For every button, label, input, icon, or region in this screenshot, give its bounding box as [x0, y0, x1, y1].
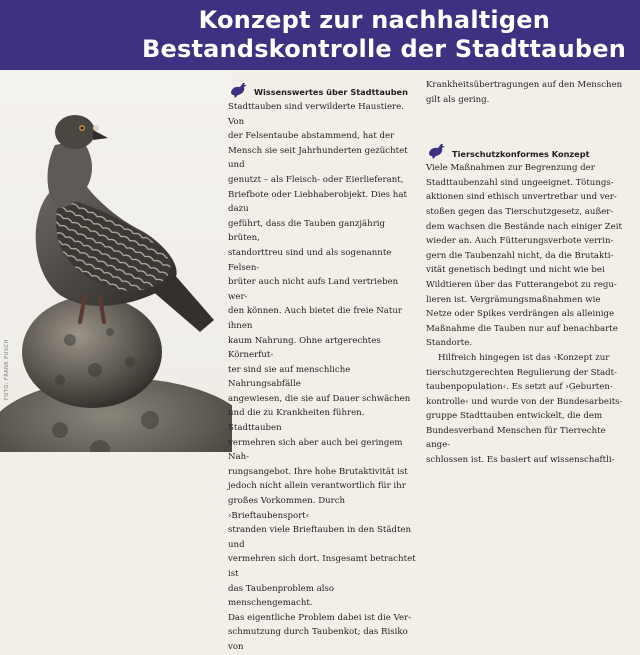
section-heading-tierschutz — [426, 139, 626, 161]
text-line: tierschutzgerechten Regulierung der Stadt- — [426, 367, 617, 378]
section-heading-label: Tierschutzkonformes Konzept — [452, 148, 590, 159]
text-line: stoßen gegen das Tierschutzgesetz, außer- — [426, 206, 614, 217]
text-line: vermehren sich aber auch bei geringem Nah- — [228, 437, 403, 463]
text-line: Mensch sie seit Jahrhunderten gezüchtet und — [228, 145, 408, 171]
text-line: Stadttauben sind verwilderte Haustiere. Von — [228, 102, 404, 127]
pigeon-icon — [228, 80, 250, 100]
page-title — [142, 6, 626, 64]
text-line: lieren ist. Vergrämungsmaßnahmen wie — [426, 294, 601, 305]
text-line: aktionen sind ethisch unvertretbar und ver- — [426, 192, 617, 203]
text-line: brüter auch nicht aufs Land vertrieben wer- — [228, 277, 399, 302]
text-line: taubenpopulation‹. Es setzt auf ›Geburten- — [426, 382, 613, 393]
text-line: gruppe Stadttauben entwickelt, die dem — [426, 411, 603, 422]
text-line: das Taubenproblem also menschengemacht. — [228, 583, 335, 609]
text-line: Wildtieren über das Futterangebot zu regu- — [426, 279, 617, 290]
text-line: kontrolle‹ und wurde von der Bundesarbeits- — [426, 396, 623, 407]
text-line: Maßnahme die Tauben nur auf benachbarte — [426, 323, 618, 334]
text-column-1 — [228, 78, 418, 655]
section-heading-wissenswertes — [228, 78, 418, 100]
text-line: jedoch nicht allein verantwortlich für ihr — [228, 481, 406, 492]
text-line: Hilfreich hingegen ist das ›Konzept zur — [438, 352, 610, 363]
text-line: stranden viele Brieftauben in den Städten und — [228, 525, 412, 550]
text-line: und die zu Krankheiten führen. Stadttauben — [228, 408, 365, 434]
text-line: Briefbote oder Liebhaberobjekt. Dies hat dazu — [228, 189, 407, 215]
pigeon-icon — [426, 141, 448, 161]
section-heading-label: Wissenswertes über Stadttauben — [254, 87, 408, 98]
text-line: vermehren sich dort. Insgesamt betrachtet ist — [228, 554, 416, 579]
pigeon-photo — [0, 70, 232, 452]
text-line: Viele Maßnahmen zur Begrenzung der — [426, 163, 595, 174]
text-line: Netze oder Spikes verdrängen als alleinige — [426, 309, 615, 320]
text-column-2 — [426, 78, 626, 468]
text-line: großes Vorkommen. Durch ›Brieftaubensport‹ — [228, 496, 346, 521]
photo-credit: FOTO: FRANK PUSCH — [4, 339, 10, 400]
text-line: der Felsentaube abstammend, hat der — [228, 131, 395, 142]
text-line: Standorte. — [426, 338, 473, 349]
text-line: standorttreu sind und als sogenannte Felsen- — [228, 247, 392, 273]
text-line: ter sind sie auf menschliche Nahrungsabfälle — [228, 364, 351, 390]
title-line-2: Bestandskontrolle der Stadttauben — [142, 35, 626, 63]
text-line: schmutzung durch Taubenkot; das Risiko von — [228, 627, 408, 652]
round-stone — [22, 296, 162, 408]
page-header — [0, 0, 640, 70]
text-line: genutzt – als Fleisch- oder Eierlieferant, — [228, 174, 404, 185]
title-line-1: Konzept zur nachhaltigen — [198, 6, 550, 34]
text-line: rungsangebot. Ihre hohe Brutaktivität ist — [228, 466, 408, 477]
text-line: angewiesen, die sie auf Dauer schwächen — [228, 393, 411, 404]
text-line: dem wachsen die Bestände nach einiger Zeit — [426, 221, 622, 232]
text-line: gern die Taubenzahl nicht, da die Brutakti- — [426, 250, 614, 261]
text-line: gilt als gering. — [426, 94, 490, 105]
text-line: Stadttaubenzahl sind ungeeignet. Tötungs- — [426, 177, 614, 188]
text-line: schlossen ist. Es basiert auf wissenschaftli- — [426, 455, 615, 466]
text-line: kaum Nahrung. Ohne artgerechtes Körnerfut- — [228, 335, 381, 361]
pigeon-beak — [93, 130, 108, 140]
text-line: vität genetisch bedingt und nicht wie bei — [426, 265, 605, 276]
text-line: wieder an. Auch Fütterungsverbote verrin- — [426, 236, 614, 247]
pigeon-head — [55, 115, 95, 149]
text-line: den können. Auch bietet die freie Natur ihnen — [228, 306, 403, 331]
text-line: Das eigentliche Problem dabei ist die Ver- — [228, 612, 412, 623]
text-line: geführt, dass die Tauben ganzjährig brüten, — [228, 218, 386, 244]
pigeon-on-stone-illustration — [0, 70, 232, 452]
text-line: Krankheitsübertragungen auf den Menschen — [426, 80, 623, 90]
text-line: Bundesverband Menschen für Tierrechte ange- — [426, 425, 606, 451]
